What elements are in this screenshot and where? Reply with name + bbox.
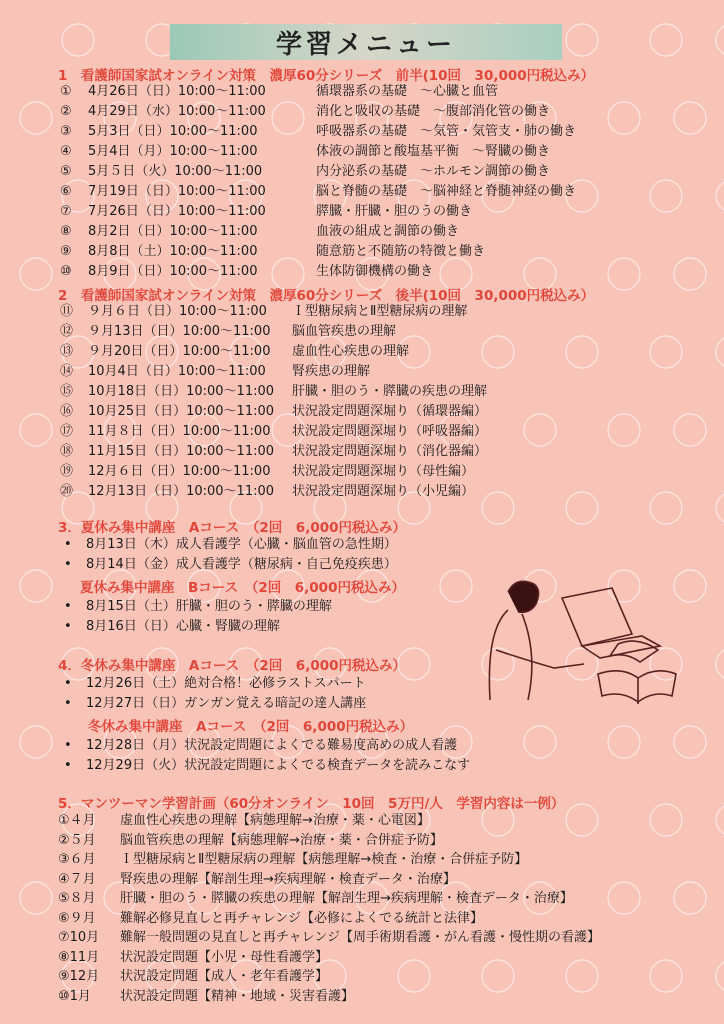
- row-topic: 内分泌系の基礎 ～ホルモン調節の働き: [316, 164, 551, 179]
- row-topic: 血液の組成と調節の働き: [316, 224, 460, 239]
- plan-month: ⑧11月: [58, 949, 100, 965]
- plan-month: ⑦10月: [58, 930, 100, 945]
- background-circle: [650, 804, 682, 836]
- row-date: 8月2日（日）10:00～11:00: [88, 224, 258, 239]
- row-number: ⑬: [60, 344, 74, 359]
- row-date: 12月13日（日）10:00～11:00: [88, 484, 275, 499]
- background-circle: [608, 882, 640, 914]
- row-date: ９月20日（日）10:00～11:00: [88, 344, 271, 359]
- section4-heading-b: 冬休み集中講座 Aコース （2回 6,000円税込み）: [88, 719, 414, 735]
- row-topic: 体液の調節と酸塩基平衡 ～腎臓の働き: [316, 144, 551, 159]
- background-circle: [20, 102, 52, 134]
- row-topic: 肝臓・胆のう・膵臓の疾患の理解: [292, 384, 488, 399]
- row-date: 12月６日（日）10:00～11:00: [88, 464, 271, 479]
- list-item: • 12月27日（日）ガンガン覚える暗記の達人講座: [64, 696, 367, 711]
- section4-heading-a: 4．冬休み集中講座 Aコース （2回 6,000円税込み）: [58, 658, 407, 674]
- row-date: 10月4日（日）10:00～11:00: [88, 364, 266, 379]
- plan-content: 虚血性心疾患の理解【病態理解→治療・薬・心電図】: [120, 813, 430, 828]
- background-circle: [20, 414, 52, 446]
- plan-month: ⑨12月: [58, 969, 100, 984]
- background-circle: [674, 102, 706, 134]
- plan-content: 状況設定問題【精神・地域・災害看護】: [120, 988, 355, 1004]
- row-topic: 随意筋と不随筋の特徴と働き: [316, 244, 486, 259]
- section3-heading-a: 3．夏休み集中講座 Aコース （2回 6,000円税込み）: [58, 520, 407, 536]
- plan-content: 難解一般問題の見直しと再チャレンジ【周手術期看護・がん看護・慢性期の看護】: [120, 930, 600, 945]
- row-topic: 生体防御機構の働き: [316, 264, 434, 279]
- page-title: 学習メニュー: [170, 24, 562, 60]
- row-number: ②: [60, 104, 72, 119]
- row-date: 7月19日（日）10:00～11:00: [88, 184, 266, 199]
- background-circle: [608, 726, 640, 758]
- row-number: ⑮: [60, 384, 74, 399]
- background-circle: [440, 570, 472, 602]
- background-circle: [566, 336, 598, 368]
- section5-heading: 5．マンツーマン学習計画（60分オンライン 10回 5万円/人 学習内容は一例）: [58, 796, 565, 812]
- row-number: ⑥: [60, 184, 72, 199]
- plan-month: ②５月: [58, 832, 96, 848]
- row-date: 11月８日（日）10:00～11:00: [88, 424, 271, 439]
- background-circle: [716, 336, 724, 368]
- plan-month: ③６月: [58, 852, 96, 867]
- row-topic: 消化と吸収の基礎 ～腹部消化管の働き: [316, 104, 551, 119]
- row-date: 10月18日（日）10:00～11:00: [88, 384, 275, 399]
- background-circle: [716, 24, 724, 56]
- row-number: ⑦: [60, 204, 72, 219]
- background-circle: [524, 726, 556, 758]
- background-circle: [650, 960, 682, 992]
- row-number: ⑯: [60, 404, 74, 419]
- background-circle: [650, 180, 682, 212]
- row-date: 7月26日（日）10:00～11:00: [88, 204, 266, 219]
- row-number: ⑳: [60, 484, 74, 499]
- background-circle: [272, 102, 304, 134]
- section1-heading: 1 看護師国家試オンライン対策 濃厚60分シリーズ 前半(10回 30,000円税込み）: [58, 68, 595, 84]
- plan-content: 状況設定問題【成人・老年看護学】: [120, 969, 329, 984]
- plan-month: ⑤８月: [58, 891, 96, 906]
- list-item: • 12月29日（火）状況設定問題によくでる検査データを読みこなす: [64, 758, 471, 773]
- row-number: ⑰: [60, 424, 74, 439]
- plan-content: 状況設定問題【小児・母性看護学】: [120, 949, 329, 965]
- row-date: 5月５日（火）10:00～11:00: [88, 164, 263, 179]
- row-topic: 虚血性心疾患の理解: [292, 344, 410, 359]
- row-date: ９月６日（日）10:00～11:00: [88, 304, 267, 319]
- plan-month: ④７月: [58, 871, 96, 887]
- section2-heading: 2 看護師国家試オンライン対策 濃厚60分シリーズ 後半(10回 30,000円税込み）: [58, 288, 595, 304]
- background-circle: [566, 804, 598, 836]
- background-circle: [650, 336, 682, 368]
- row-number: ⑪: [60, 304, 74, 319]
- row-number: ⑧: [60, 224, 72, 239]
- plan-month: ⑥９月: [58, 910, 96, 926]
- row-topic: 状況設定問題深堀り（母性編）: [292, 464, 475, 479]
- background-circle: [608, 258, 640, 290]
- row-number: ⑨: [60, 244, 72, 259]
- row-date: 10月25日（日）10:00～11:00: [88, 404, 275, 419]
- row-number: ⑩: [60, 264, 72, 279]
- background-circle: [20, 726, 52, 758]
- row-date: 5月3日（日）10:00～11:00: [88, 124, 258, 139]
- list-item: • 8月14日（金）成人看護学（糖尿病・自己免疫疾患）: [64, 557, 397, 572]
- background-circle: [566, 24, 598, 56]
- row-number: ⑭: [60, 364, 74, 379]
- row-number: ⑤: [60, 164, 72, 179]
- list-item: • 8月13日（木）成人看護学（心臓・脳血管の急性期）: [64, 537, 397, 552]
- list-item: • 12月28日（月）状況設定問題によくでる難易度高めの成人看護: [64, 738, 458, 753]
- row-date: 5月4日（月）10:00～11:00: [88, 144, 258, 159]
- plan-month: ①４月: [58, 813, 96, 828]
- row-topic: Ｉ型糖尿病とⅡ型糖尿病の理解: [292, 304, 468, 319]
- row-topic: 腎疾患の理解: [292, 364, 371, 379]
- background-circle: [20, 258, 52, 290]
- row-topic: 循環器系の基礎 ～心臓と血管: [316, 84, 499, 99]
- background-circle: [716, 804, 724, 836]
- row-topic: 脳と脊髄の基礎 ～脳神経と脊髄神経の働き: [316, 184, 577, 199]
- row-topic: 膵臓・肝臓・胆のうの働き: [316, 204, 473, 219]
- plan-content: 肝臓・胆のう・膵臓の疾患の理解【解剖生理→疾病理解・検査データ・治療】: [120, 891, 573, 906]
- row-number: ⑲: [60, 464, 74, 479]
- row-date: 8月8日（土）10:00～11:00: [88, 244, 258, 259]
- plan-content: 脳血管疾患の理解【病態理解→治療・薬・合併症予防】: [120, 832, 443, 848]
- background-circle: [716, 960, 724, 992]
- background-circle: [674, 414, 706, 446]
- plan-month: ⑩1月: [58, 988, 91, 1004]
- background-circle: [20, 570, 52, 602]
- background-circle: [566, 492, 598, 524]
- row-number: ④: [60, 144, 72, 159]
- row-number: ①: [60, 84, 72, 99]
- row-topic: 状況設定問題深堀り（消化器編）: [292, 444, 488, 459]
- background-circle: [716, 180, 724, 212]
- row-date: 4月29日（水）10:00～11:00: [88, 104, 266, 119]
- row-date: 4月26日（日）10:00～11:00: [88, 84, 266, 99]
- background-circle: [608, 102, 640, 134]
- list-item: • 12月26日（土）絶対合格！必修ラストスパート: [64, 676, 366, 691]
- background-circle: [20, 882, 52, 914]
- background-circle: [566, 960, 598, 992]
- row-number: ⑱: [60, 444, 74, 459]
- background-circle: [524, 414, 556, 446]
- background-circle: [482, 960, 514, 992]
- student-laptop-illustration: [478, 570, 688, 710]
- row-topic: 状況設定問題深堀り（循環器編）: [292, 404, 488, 419]
- row-topic: 脳血管疾患の理解: [292, 324, 397, 339]
- row-topic: 状況設定問題深堀り（小児編）: [292, 484, 475, 499]
- background-circle: [716, 492, 724, 524]
- background-circle: [674, 258, 706, 290]
- background-circle: [674, 882, 706, 914]
- plan-content: Ｉ型糖尿病とⅡ型糖尿病の理解【病態理解→検査・治療・合併症予防】: [120, 852, 528, 867]
- list-item: • 8月15日（土）肝臓・胆のう・膵臓の理解: [64, 599, 332, 614]
- plan-content: 腎疾患の理解【解剖生理→疾病理解・検査データ・治療】: [120, 871, 456, 887]
- background-circle: [62, 24, 94, 56]
- row-number: ⑫: [60, 324, 74, 339]
- background-circle: [716, 648, 724, 680]
- row-topic: 状況設定問題深堀り（呼吸器編）: [292, 424, 488, 439]
- section3-heading-b: 夏休み集中講座 Bコース （2回 6,000円税込み）: [80, 580, 405, 596]
- row-number: ③: [60, 124, 72, 139]
- background-circle: [398, 960, 430, 992]
- background-circle: [482, 492, 514, 524]
- row-date: 11月15日（日）10:00～11:00: [88, 444, 275, 459]
- background-circle: [650, 492, 682, 524]
- background-circle: [608, 414, 640, 446]
- background-circle: [674, 726, 706, 758]
- background-circle: [482, 336, 514, 368]
- row-date: 8月9日（日）10:00～11:00: [88, 264, 258, 279]
- background-circle: [650, 24, 682, 56]
- list-item: • 8月16日（日）心臓・腎臓の理解: [64, 619, 280, 634]
- plan-content: 難解必修見直しと再チャレンジ【必修によくでる統計と法律】: [120, 910, 483, 926]
- row-date: ９月13日（日）10:00～11:00: [88, 324, 271, 339]
- row-topic: 呼吸器系の基礎 ～気管・気管支・肺の働き: [316, 124, 577, 139]
